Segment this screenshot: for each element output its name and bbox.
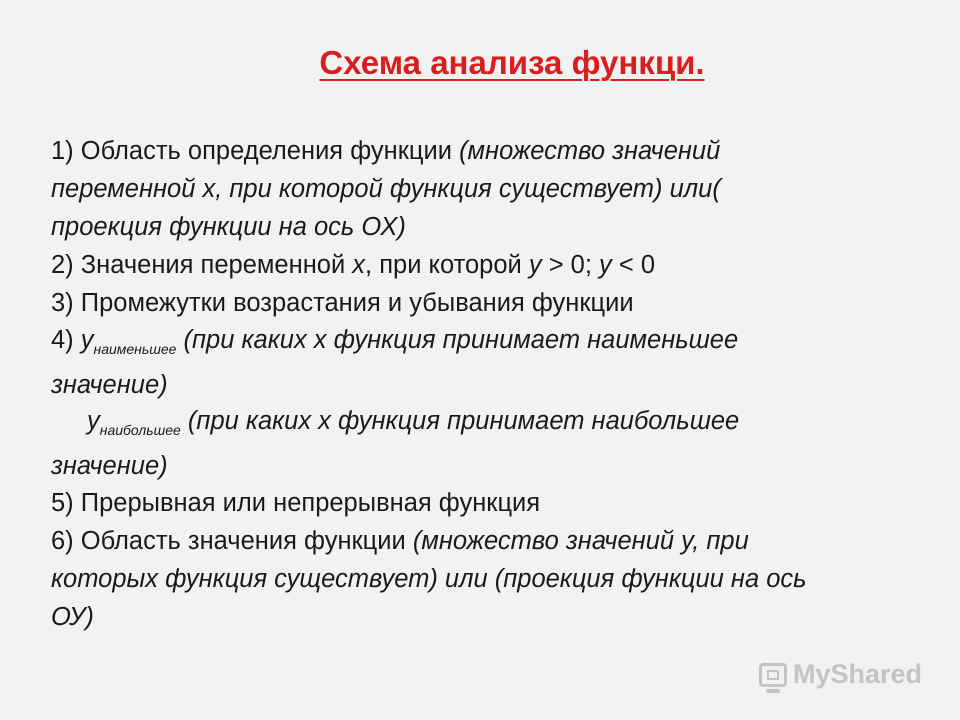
item-1-note-cont: переменной х, при которой функция существует) или(: [51, 175, 721, 203]
item-4-subscript: наименьшее: [93, 341, 177, 357]
item-2-text-a: 2) Значения переменной: [51, 251, 353, 279]
item-2-var-y2: у: [599, 251, 612, 279]
item-4-note-cont: значение): [51, 371, 168, 399]
item-1-text: 1) Область определения функции: [51, 137, 460, 165]
item-3: 3) Промежутки возрастания и убывания функции: [51, 289, 634, 317]
item-2-text-g: < 0: [611, 251, 656, 279]
watermark-text: MyShared: [792, 659, 922, 689]
item-1-note: (множество значений: [459, 137, 721, 165]
item-4b-cont: [51, 448, 931, 484]
item-4b-subscript: наибольшее: [99, 422, 181, 438]
item-4: [51, 322, 931, 367]
item-6-note: (множество значений у, при: [412, 527, 749, 555]
monitor-icon: [759, 663, 787, 687]
item-6-note-end: ОУ): [51, 603, 94, 631]
item-4-cont: [51, 367, 931, 403]
item-6-line-2: [51, 560, 931, 598]
item-4b-note-cont: значение): [51, 452, 168, 480]
item-4-var-y: у: [80, 326, 94, 354]
item-1-line-1: [51, 132, 931, 170]
slide-title: Схема анализа функци.: [319, 44, 705, 81]
item-6-line-3: [51, 598, 931, 636]
item-4-prefix: 4): [51, 326, 81, 354]
watermark-logo: [759, 659, 922, 690]
item-1-line-3: [51, 208, 931, 246]
item-6-line-1: [51, 522, 931, 560]
item-4-note: (при каких х функция принимает наименьшее: [176, 326, 739, 354]
item-5: 5) Прерывная или непрерывная функция: [51, 489, 541, 517]
item-2-var-y1: у: [528, 251, 542, 279]
item-1-note-end: проекция функции на ось ОХ): [51, 213, 406, 241]
item-2: [51, 246, 931, 284]
content-list: [51, 132, 931, 636]
item-1-line-2: [51, 170, 931, 208]
item-4b-note: (при каких х функция принимает наибольшее: [180, 407, 740, 435]
item-6-text: 6) Область значения функции: [51, 527, 413, 555]
item-4b-var-y: у: [87, 407, 100, 435]
item-2-text-e: > 0;: [541, 251, 600, 279]
item-4b: [51, 403, 931, 448]
item-2-text-c: , при которой: [365, 251, 529, 279]
item-2-var-x: х: [352, 251, 366, 279]
item-6-note-cont: которых функция существует) или (проекция функции на ось: [51, 565, 807, 593]
